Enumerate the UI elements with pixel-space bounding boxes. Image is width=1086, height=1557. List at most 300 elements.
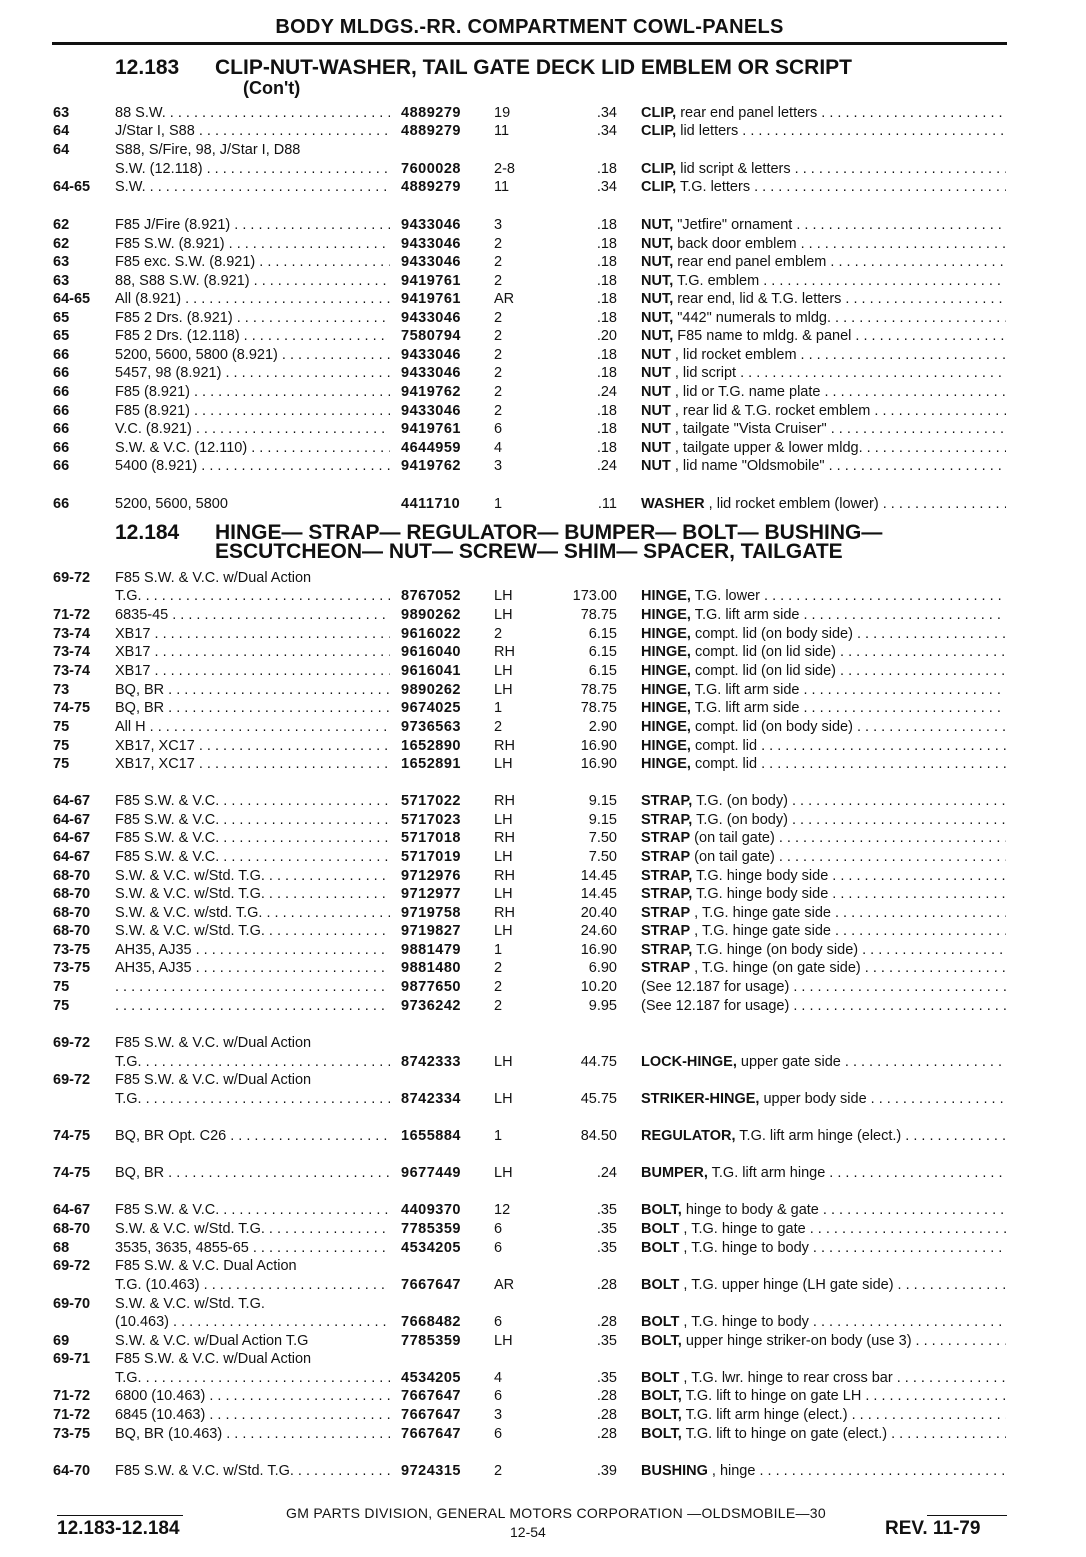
description-cell — [641, 829, 1006, 848]
table-row — [0, 662, 1086, 681]
part-number-cell: 9890262 — [401, 607, 461, 623]
table-row — [0, 922, 1086, 941]
table-row — [0, 1406, 1086, 1425]
part-name: STRAP — [641, 960, 691, 976]
year-cell: 74-75 — [53, 700, 91, 716]
table-row — [0, 420, 1086, 439]
part-number-cell: 9736563 — [401, 719, 461, 735]
year-cell: 68 — [53, 1240, 70, 1256]
part-name: NUT — [641, 421, 671, 437]
part-name: NUT — [641, 384, 671, 400]
table-row — [0, 978, 1086, 997]
price-cell: 9.15 — [588, 812, 617, 828]
part-description: T.G. emblem — [673, 273, 760, 289]
quantity-cell: 2 — [494, 365, 503, 381]
year-cell: 65 — [53, 310, 70, 326]
section-heading: HINGE— STRAP— REGULATOR— BUMPER— BOLT— BUSHING— — [215, 521, 883, 544]
model-cell: 88, S88 S.W. (8.921) . . . — [115, 272, 390, 291]
price-cell: .34 — [596, 105, 617, 121]
price-cell: 6.15 — [588, 626, 617, 642]
price-cell: .18 — [596, 254, 617, 270]
part-description: T.G. hinge body side — [692, 886, 829, 902]
footer-page-number: 12-54 — [510, 1524, 546, 1540]
description-cell — [641, 346, 1006, 365]
year-cell: 63 — [53, 105, 70, 121]
year-cell: 73 — [53, 682, 70, 698]
table-row — [0, 1034, 1086, 1053]
quantity-cell: LH — [494, 663, 513, 679]
description-cell — [641, 327, 1006, 346]
part-name: BOLT, — [641, 1407, 682, 1423]
model-cell: 5457, 98 (8.921) . . . — [115, 364, 390, 383]
price-cell: .24 — [596, 458, 617, 474]
model-cell: BQ, BR . . . — [115, 1164, 390, 1183]
model-cell: F85 (8.921) . . . — [115, 402, 390, 421]
model-cell: 6835-45 . . . — [115, 606, 390, 625]
model-cell: All H . . . — [115, 718, 390, 737]
part-description: , T.G. lwr. hinge to rear cross bar — [679, 1370, 893, 1386]
year-cell: 74-75 — [53, 1165, 91, 1181]
price-cell: .18 — [596, 236, 617, 252]
model-cell: S.W. (12.118) . . . — [115, 160, 390, 179]
quantity-cell: 3 — [494, 1407, 503, 1423]
table-row — [0, 1425, 1086, 1444]
year-cell: 66 — [53, 403, 70, 419]
price-cell: 24.60 — [580, 923, 617, 939]
part-name: HINGE, — [641, 738, 691, 754]
model-cell: F85 S.W. (8.921) . . . — [115, 235, 390, 254]
year-cell: 69-72 — [53, 1258, 91, 1274]
price-cell: 78.75 — [580, 607, 617, 623]
part-number-cell: 4534205 — [401, 1370, 461, 1386]
price-cell: .34 — [596, 179, 617, 195]
part-name: NUT, — [641, 236, 674, 252]
table-row — [0, 681, 1086, 700]
table-row — [0, 216, 1086, 235]
year-cell: 71-72 — [53, 1407, 91, 1423]
quantity-cell: LH — [494, 588, 513, 604]
part-description: , hinge — [707, 1463, 756, 1479]
part-description: T.G. lift arm hinge (elect.) — [681, 1407, 848, 1423]
part-name: BOLT, — [641, 1333, 682, 1349]
model-cell: T.G. . . . — [115, 1090, 390, 1109]
part-name: BUMPER, — [641, 1165, 708, 1181]
year-cell: 68-70 — [53, 886, 91, 902]
model-cell: BQ, BR . . . — [115, 699, 390, 718]
quantity-cell: 19 — [494, 105, 511, 121]
part-name: BOLT, — [641, 1202, 682, 1218]
description-cell — [641, 737, 1006, 756]
part-description: (See 12.187 for usage) — [641, 998, 790, 1014]
table-row — [0, 959, 1086, 978]
table-row — [0, 997, 1086, 1016]
model-cell: BQ, BR . . . — [115, 681, 390, 700]
year-cell: 69 — [53, 1333, 70, 1349]
table-row — [0, 457, 1086, 476]
part-description: compt. lid (on body side) — [690, 626, 853, 642]
part-name: REGULATOR, — [641, 1128, 736, 1144]
description-cell — [641, 1387, 1006, 1406]
model-cell: 5400 (8.921) . . . — [115, 457, 390, 476]
model-cell: F85 exc. S.W. (8.921) . . . — [115, 253, 390, 272]
part-number-cell: 7667647 — [401, 1277, 461, 1293]
table-row — [0, 867, 1086, 886]
part-number-cell: 7668482 — [401, 1314, 461, 1330]
description-cell — [641, 216, 1006, 235]
part-name: HINGE, — [641, 700, 691, 716]
quantity-cell: 2 — [494, 254, 503, 270]
part-description: , lid rocket emblem (lower) — [704, 496, 879, 512]
description-cell — [641, 122, 1006, 141]
description-cell — [641, 587, 1006, 606]
quantity-cell: 2 — [494, 626, 503, 642]
part-number-cell: 9433046 — [401, 217, 461, 233]
quantity-cell: 4 — [494, 1370, 503, 1386]
model-cell: F85 2 Drs. (8.921) . . . — [115, 309, 390, 328]
part-number-cell: 5717019 — [401, 849, 461, 865]
description-cell — [641, 160, 1006, 179]
part-number-cell: 5717023 — [401, 812, 461, 828]
part-description: T.G. lift to hinge on gate LH — [681, 1388, 862, 1404]
table-row — [0, 160, 1086, 179]
model-cell: 5200, 5600, 5800 — [115, 496, 228, 512]
part-name: CLIP, — [641, 123, 677, 139]
part-number-cell: 9677449 — [401, 1165, 461, 1181]
description-cell — [641, 978, 1006, 997]
table-row — [0, 1053, 1086, 1072]
part-name: BOLT — [641, 1240, 680, 1256]
price-cell: 2.90 — [588, 719, 617, 735]
table-row — [0, 364, 1086, 383]
year-cell: 66 — [53, 347, 70, 363]
year-cell: 73-75 — [53, 942, 91, 958]
part-number-cell: 9433046 — [401, 254, 461, 270]
part-number-cell: 9419762 — [401, 458, 461, 474]
table-row — [0, 1257, 1086, 1276]
description-cell — [641, 364, 1006, 383]
model-cell: F85 S.W. & V.C. Dual Action — [115, 1258, 297, 1274]
part-name: NUT, — [641, 291, 674, 307]
part-description: , lid script — [670, 365, 737, 381]
footer-rule-left — [57, 1515, 183, 1516]
year-cell: 74-75 — [53, 1128, 91, 1144]
price-cell: .28 — [596, 1407, 617, 1423]
section-number: 12.184 — [115, 521, 180, 544]
price-cell: 44.75 — [580, 1054, 617, 1070]
part-name: BOLT — [641, 1221, 680, 1237]
model-cell: F85 S.W. & V.C. . . . — [115, 829, 390, 848]
price-cell: 7.50 — [588, 830, 617, 846]
quantity-cell: RH — [494, 868, 515, 884]
price-cell: 7.50 — [588, 849, 617, 865]
model-cell: T.G. . . . — [115, 1053, 390, 1072]
part-name: WASHER — [641, 496, 705, 512]
year-cell: 63 — [53, 254, 70, 270]
model-cell: S.W. & V.C. w/Std. T.G. . . . — [115, 1220, 390, 1239]
price-cell: .35 — [596, 1240, 617, 1256]
quantity-cell: 2 — [494, 1463, 503, 1479]
table-row — [0, 941, 1086, 960]
part-name: HINGE, — [641, 607, 691, 623]
part-number-cell: 9433046 — [401, 403, 461, 419]
table-row — [0, 272, 1086, 291]
part-name: BOLT, — [641, 1426, 682, 1442]
model-cell: S.W. & V.C. w/Std. T.G. . . . — [115, 867, 390, 886]
part-name: CLIP, — [641, 161, 677, 177]
price-cell: 10.20 — [580, 979, 617, 995]
year-cell: 75 — [53, 738, 70, 754]
model-cell: F85 S.W. & V.C. w/Dual Action — [115, 570, 312, 586]
table-row — [0, 1127, 1086, 1146]
price-cell: 14.45 — [580, 886, 617, 902]
description-cell — [641, 755, 1006, 774]
quantity-cell: 2 — [494, 273, 503, 289]
part-number-cell: 9712977 — [401, 886, 461, 902]
quantity-cell: RH — [494, 738, 515, 754]
price-cell: .18 — [596, 347, 617, 363]
year-cell: 68-70 — [53, 868, 91, 884]
description-cell — [641, 811, 1006, 830]
part-description: T.G. lift arm side — [690, 700, 800, 716]
year-cell: 71-72 — [53, 1388, 91, 1404]
year-cell: 68-70 — [53, 905, 91, 921]
price-cell: .28 — [596, 1426, 617, 1442]
part-name: STRAP, — [641, 942, 693, 958]
part-name: LOCK-HINGE, — [641, 1054, 737, 1070]
quantity-cell: LH — [494, 1091, 513, 1107]
model-cell: F85 S.W. & V.C. . . . — [115, 811, 390, 830]
part-name: HINGE, — [641, 588, 691, 604]
footer-rule-right — [927, 1515, 1007, 1516]
part-number-cell: 9724315 — [401, 1463, 461, 1479]
section-heading-cont: (Con't) — [243, 78, 301, 98]
quantity-cell: 2 — [494, 310, 503, 326]
year-cell: 66 — [53, 384, 70, 400]
table-row — [0, 792, 1086, 811]
description-cell — [641, 1332, 1006, 1351]
part-number-cell: 9674025 — [401, 700, 461, 716]
model-cell: F85 S.W. & V.C. w/Std. T.G. . . . — [115, 1462, 390, 1481]
quantity-cell: 2 — [494, 719, 503, 735]
year-cell: 65 — [53, 328, 70, 344]
model-cell: S.W. & V.C. w/Dual Action T.G — [115, 1333, 309, 1349]
part-description: compt. lid — [690, 756, 758, 772]
table-row — [0, 718, 1086, 737]
part-description: rear end panel emblem — [673, 254, 827, 270]
model-cell: BQ, BR Opt. C26 . . . — [115, 1127, 390, 1146]
part-name: HINGE, — [641, 663, 691, 679]
part-description: lid script & letters — [676, 161, 791, 177]
description-cell — [641, 290, 1006, 309]
description-cell — [641, 309, 1006, 328]
description-cell — [641, 922, 1006, 941]
model-cell: S.W. & V.C. w/Std. T.G. — [115, 1296, 265, 1312]
description-cell — [641, 1239, 1006, 1258]
year-cell: 73-74 — [53, 663, 91, 679]
description-cell — [641, 253, 1006, 272]
description-cell — [641, 1201, 1006, 1220]
quantity-cell: 6 — [494, 1314, 503, 1330]
year-cell: 73-74 — [53, 644, 91, 660]
part-number-cell: 9712976 — [401, 868, 461, 884]
part-name: STRAP — [641, 923, 691, 939]
quantity-cell: LH — [494, 1333, 513, 1349]
part-name: NUT — [641, 403, 671, 419]
quantity-cell: 2 — [494, 998, 503, 1014]
year-cell: 66 — [53, 421, 70, 437]
description-cell — [641, 1313, 1006, 1332]
part-description: compt. lid (on lid side) — [690, 663, 837, 679]
quantity-cell: 2 — [494, 328, 503, 344]
part-description: lid letters — [676, 123, 739, 139]
table-row — [0, 1313, 1086, 1332]
part-number-cell: 7667647 — [401, 1407, 461, 1423]
footer-revision: REV. 11-79 — [885, 1518, 981, 1539]
year-cell: 64-70 — [53, 1463, 91, 1479]
description-cell — [641, 1053, 1006, 1072]
part-number-cell: 4534205 — [401, 1240, 461, 1256]
quantity-cell: LH — [494, 812, 513, 828]
year-cell: 75 — [53, 719, 70, 735]
year-cell: 75 — [53, 998, 70, 1014]
year-cell: 71-72 — [53, 607, 91, 623]
part-description: , rear lid & T.G. rocket emblem — [670, 403, 871, 419]
part-name: HINGE, — [641, 719, 691, 735]
part-name: NUT — [641, 347, 671, 363]
model-cell: AH35, AJ35 . . . — [115, 941, 390, 960]
price-cell: .28 — [596, 1388, 617, 1404]
part-number-cell: 7580794 — [401, 328, 461, 344]
description-cell — [641, 792, 1006, 811]
model-cell: XB17 . . . — [115, 662, 390, 681]
table-row — [0, 1276, 1086, 1295]
part-number-cell: 1652890 — [401, 738, 461, 754]
description-cell — [641, 235, 1006, 254]
part-name: STRAP, — [641, 886, 693, 902]
table-row — [0, 309, 1086, 328]
year-cell: 69-72 — [53, 570, 91, 586]
price-cell: .35 — [596, 1202, 617, 1218]
part-name: STRAP, — [641, 868, 693, 884]
part-name: CLIP, — [641, 105, 677, 121]
quantity-cell: 2 — [494, 236, 503, 252]
table-row — [0, 1462, 1086, 1481]
description-cell — [641, 885, 1006, 904]
model-cell: 6800 (10.463) . . . — [115, 1387, 390, 1406]
quantity-cell: 1 — [494, 942, 503, 958]
model-cell: S.W. . . . — [115, 178, 390, 197]
section-number: 12.183 — [115, 56, 180, 79]
quantity-cell: RH — [494, 793, 515, 809]
year-cell: 66 — [53, 440, 70, 456]
part-description: T.G. letters — [676, 179, 751, 195]
part-number-cell: 7785359 — [401, 1333, 461, 1349]
price-cell: .20 — [596, 328, 617, 344]
section-title-12-184 — [115, 523, 1015, 567]
table-row — [0, 755, 1086, 774]
table-row — [0, 1350, 1086, 1369]
part-name: BUSHING — [641, 1463, 708, 1479]
price-cell: 6.15 — [588, 663, 617, 679]
part-name: CLIP, — [641, 179, 677, 195]
price-cell: 6.15 — [588, 644, 617, 660]
part-description: "Jetfire" ornament — [673, 217, 793, 233]
part-description: upper body side — [759, 1091, 867, 1107]
price-cell: .18 — [596, 310, 617, 326]
part-name: STRAP — [641, 830, 691, 846]
description-cell — [641, 643, 1006, 662]
price-cell: .18 — [596, 421, 617, 437]
model-cell: F85 (8.921) . . . — [115, 383, 390, 402]
part-name: HINGE, — [641, 626, 691, 642]
part-name: STRAP, — [641, 812, 693, 828]
quantity-cell: 1 — [494, 496, 503, 512]
model-cell: AH35, AJ35 . . . — [115, 959, 390, 978]
year-cell: 66 — [53, 458, 70, 474]
part-name: STRAP — [641, 905, 691, 921]
model-cell: S.W. & V.C. w/std. T.G. . . . — [115, 904, 390, 923]
description-cell — [641, 1220, 1006, 1239]
year-cell: 63 — [53, 273, 70, 289]
part-number-cell: 9419761 — [401, 273, 461, 289]
model-cell: S88, S/Fire, 98, J/Star I, D88 — [115, 142, 301, 158]
quantity-cell: LH — [494, 849, 513, 865]
model-cell: All (8.921) . . . — [115, 290, 390, 309]
model-cell: T.G. (10.463) . . . — [115, 1276, 390, 1295]
part-description: T.G. lift to hinge on gate (elect.) — [681, 1426, 888, 1442]
year-cell: 62 — [53, 217, 70, 233]
part-description: , T.G. hinge gate side — [690, 905, 831, 921]
part-number-cell: 4889279 — [401, 123, 461, 139]
quantity-cell: LH — [494, 1054, 513, 1070]
description-cell — [641, 104, 1006, 123]
model-cell: XB17 . . . — [115, 643, 390, 662]
quantity-cell: 2 — [494, 347, 503, 363]
part-number-cell: 9890262 — [401, 682, 461, 698]
table-row — [0, 141, 1086, 160]
part-description: T.G. lift arm side — [690, 682, 800, 698]
part-description: T.G. lift arm hinge — [707, 1165, 826, 1181]
price-cell: 16.90 — [580, 756, 617, 772]
year-cell: 69-72 — [53, 1035, 91, 1051]
quantity-cell: 11 — [494, 123, 510, 139]
year-cell: 69-72 — [53, 1072, 91, 1088]
year-cell: 69-70 — [53, 1296, 91, 1312]
description-cell — [641, 1425, 1006, 1444]
part-description: upper gate side — [736, 1054, 841, 1070]
quantity-cell: RH — [494, 905, 515, 921]
table-row — [0, 1295, 1086, 1314]
price-cell: .39 — [596, 1463, 617, 1479]
model-cell: F85 2 Drs. (12.118) . . . — [115, 327, 390, 346]
section-heading-cont: ESCUTCHEON— NUT— SCREW— SHIM— SPACER, TAILGATE — [215, 540, 843, 563]
table-row — [0, 885, 1086, 904]
footer-division: GM PARTS DIVISION, GENERAL MOTORS CORPORATION —OLDSMOBILE—30 — [286, 1505, 826, 1521]
description-cell — [641, 867, 1006, 886]
model-cell: (10.463) . . . — [115, 1313, 390, 1332]
year-cell: 64-67 — [53, 793, 91, 809]
part-name: BOLT — [641, 1314, 680, 1330]
part-name: NUT — [641, 458, 671, 474]
model-cell — [115, 997, 390, 1016]
part-description: T.G. lift arm hinge (elect.) — [735, 1128, 902, 1144]
model-cell: 88 S.W. . . . — [115, 104, 390, 123]
table-row — [0, 1332, 1086, 1351]
year-cell: 64-65 — [53, 291, 91, 307]
part-number-cell: 4889279 — [401, 179, 461, 195]
part-name: BOLT, — [641, 1388, 682, 1404]
part-name: NUT, — [641, 273, 674, 289]
